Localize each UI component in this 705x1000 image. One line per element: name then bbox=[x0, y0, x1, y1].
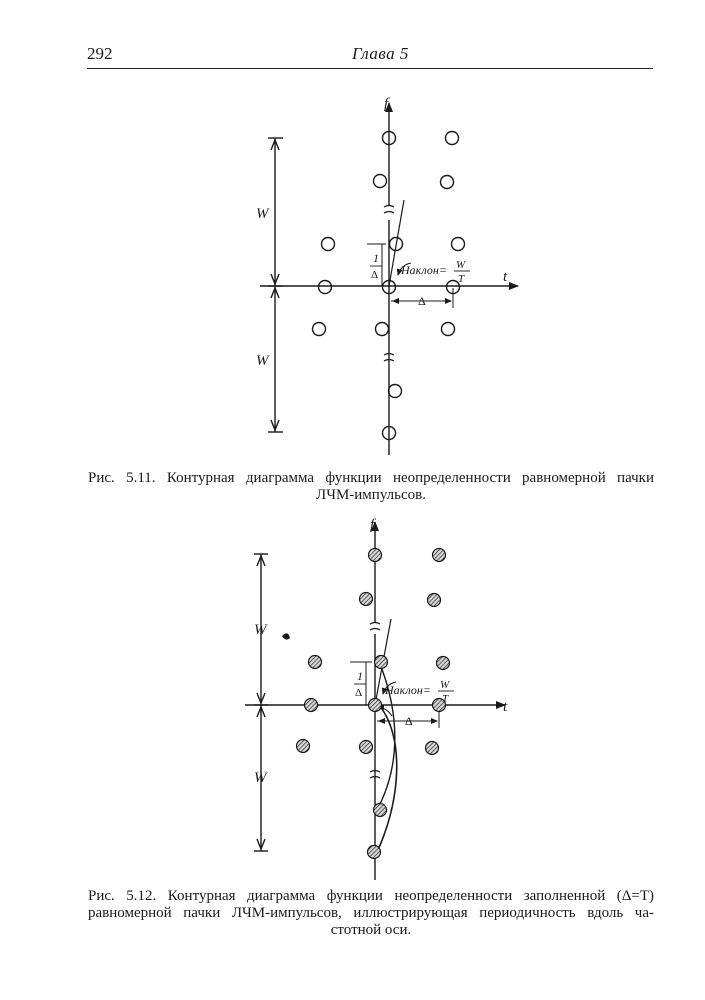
slope-num: W bbox=[456, 259, 466, 271]
contour-ellipse bbox=[376, 323, 389, 336]
contour-ellipse bbox=[322, 238, 335, 251]
contour-ellipse bbox=[452, 238, 465, 251]
contour-ellipse bbox=[297, 740, 310, 753]
slope-label: Наклон= bbox=[401, 263, 447, 277]
contour-ellipse bbox=[313, 323, 326, 336]
contour-ellipse bbox=[433, 549, 446, 562]
figure-5-12 bbox=[0, 510, 705, 885]
inv-delta-den: Δ bbox=[355, 687, 363, 699]
contour-ellipse bbox=[305, 699, 318, 712]
contour-ellipse bbox=[426, 742, 439, 755]
axis-t-label: t bbox=[503, 699, 508, 715]
contour-ellipse bbox=[441, 176, 454, 189]
contour-ellipse bbox=[375, 656, 388, 669]
caption-line: Рис. 5.11. Контурная диаграмма функции неопределенности равномерной пачки bbox=[88, 470, 654, 486]
contour-ellipse bbox=[309, 656, 322, 669]
slope-num: W bbox=[440, 679, 450, 691]
running-head: Глава 5 bbox=[352, 44, 409, 63]
caption-line: равномерной пачки ЛЧМ-импульсов, иллюстрирующая периодичность вдоль ча- bbox=[88, 905, 654, 921]
caption-line: стотной оси. bbox=[330, 922, 412, 938]
slope-label: Наклон= bbox=[385, 683, 431, 697]
axis-f-label: f bbox=[384, 96, 389, 112]
contour-ellipse bbox=[446, 132, 459, 145]
slope-den: T bbox=[458, 273, 465, 285]
contour-ellipse bbox=[442, 323, 455, 336]
contour-ellipse bbox=[437, 657, 450, 670]
inv-delta-num: 1 bbox=[357, 669, 363, 683]
contour-ellipse bbox=[428, 594, 441, 607]
caption-figure-5-12 bbox=[88, 888, 654, 939]
contour-ellipse bbox=[360, 741, 373, 754]
caption-line: ЛЧМ-импульсов. bbox=[316, 487, 426, 503]
w-lower-label: W bbox=[254, 770, 267, 786]
delta-label: Δ bbox=[405, 714, 413, 728]
w-lower-label: W bbox=[256, 353, 269, 369]
contour-ellipse bbox=[369, 549, 382, 562]
contour-ellipse bbox=[389, 385, 402, 398]
inv-delta-den: Δ bbox=[371, 269, 379, 281]
w-upper-label: W bbox=[256, 206, 269, 222]
header-rule bbox=[87, 68, 653, 69]
w-upper-label: W bbox=[254, 622, 267, 638]
contour-ellipse bbox=[374, 804, 387, 817]
contour-ellipse bbox=[368, 846, 381, 859]
contour-ellipse bbox=[319, 281, 332, 294]
slope-den: T bbox=[442, 693, 449, 705]
caption-figure-5-11 bbox=[88, 470, 654, 504]
contour-ellipse bbox=[374, 175, 387, 188]
contour-ellipse bbox=[360, 593, 373, 606]
delta-label: Δ bbox=[418, 294, 426, 308]
figure-5-11 bbox=[0, 90, 705, 465]
page-number: 292 bbox=[87, 44, 113, 63]
caption-line: Рис. 5.12. Контурная диаграмма функции неопределенности заполненной (Δ=T) bbox=[88, 888, 654, 904]
contour-ellipse bbox=[369, 699, 382, 712]
inv-delta-num: 1 bbox=[373, 251, 379, 265]
axis-f-label: f bbox=[370, 517, 375, 533]
axis-t-label: t bbox=[503, 269, 508, 285]
